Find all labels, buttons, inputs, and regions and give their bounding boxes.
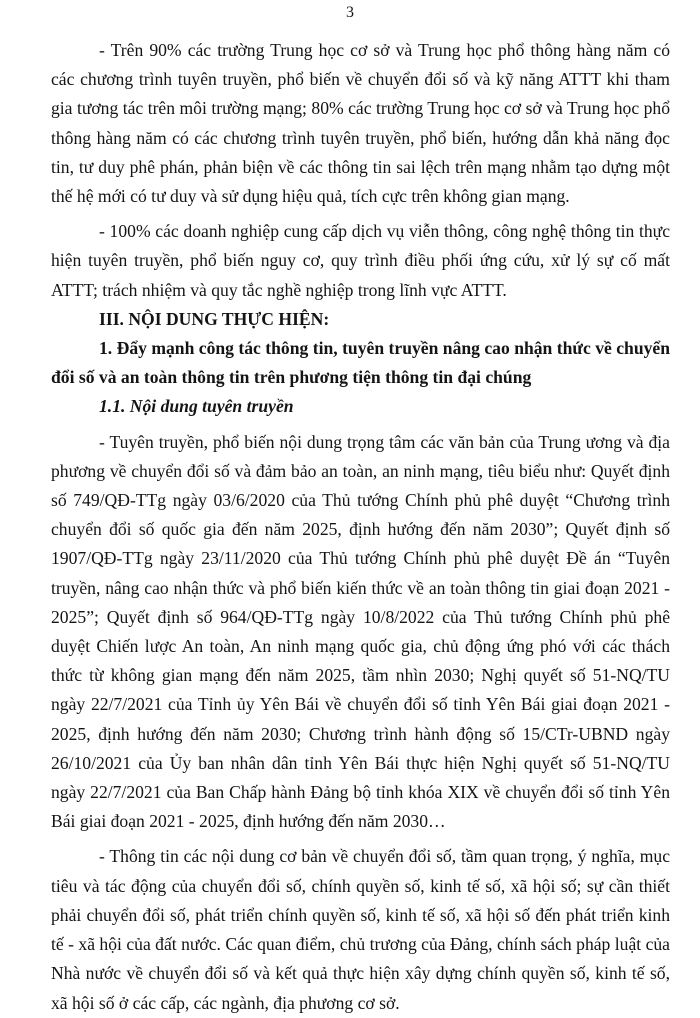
section-heading: III. NỘI DUNG THỰC HIỆN: xyxy=(99,308,330,329)
document-body xyxy=(51,36,670,1018)
page-number: 3 xyxy=(346,4,354,21)
goal-paragraph-enterprises: - 100% các doanh nghiệp cung cấp dịch vụ viễn thông, công nghệ thông tin thực hiện tuyên truyền, phổ biến nguy cơ, quy trình điều phối ứng cứu, xử lý sự cố mất ATTT; trách nhiệm và quy tắc nghề nghiệp trong lĩnh vực ATTT. xyxy=(51,221,670,300)
subsection-heading: 1. Đẩy mạnh công tác thông tin, tuyên truyền nâng cao nhận thức về chuyển đổi số và an toàn thông tin trên phương tiện thông tin đại chúng xyxy=(51,338,670,388)
sub-subsection-heading: 1.1. Nội dung tuyên truyền xyxy=(99,396,294,417)
content-paragraph-documents: - Tuyên truyền, phổ biến nội dung trọng tâm các văn bản của Trung ương và địa phương về chuyển đổi số và đảm bảo an toàn, an ninh mạng, tiêu biểu như: Quyết định số 749/QĐ-TTg ngày 03/6/2020 của Thủ tướng Chính phủ phê duyệt “Chương trình chuyển đổi số quốc gia đến năm 2025, định hướng đến năm 2030”; Quyết định số 1907/QĐ-TTg ngày 23/11/2020 của Thủ tướng Chính phủ phê duyệt Đề án “Tuyên truyền, nâng cao nhận thức và phổ biến kiến thức về an toàn thông tin giai đoạn 2021 - 2025”; Quyết định số 964/QĐ-TTg ngày 10/8/2022 của Thủ tướng Chính phủ phê duyệt Chiến lược An toàn, An ninh mạng quốc gia, chủ động ứng phó với các thách thức từ không gian mạng đến năm 2025, tầm nhìn 2030; Nghị quyết số 51-NQ/TU ngày 22/7/2021 của Tỉnh ủy Yên Bái về chuyển đổi số tỉnh Yên Bái giai đoạn 2021 - 2025, định hướng đến năm 2030; Chương trình hành động số 15/CTr-UBND ngày 26/10/2021 của Ủy ban nhân dân tỉnh Yên Bái thực hiện Nghị quyết số 51-NQ/TU ngày 22/7/2021 của Ban Chấp hành Đảng bộ tỉnh khóa XIX về chuyển đổi số tỉnh Yên Bái giai đoạn 2021 - 2025, định hướng đến năm 2030… xyxy=(51,431,670,832)
content-paragraph-information: - Thông tin các nội dung cơ bản về chuyển đổi số, tầm quan trọng, ý nghĩa, mục tiêu và tác động của chuyển đổi số, chính quyền số, kinh tế số, xã hội số; sự cần thiết phải chuyển đổi số, phát triển chính quyền số, kinh tế số, xã hội số đến phát triển kinh tế - xã hội của đất nước. Các quan điểm, chủ trương của Đảng, chính sách pháp luật của Nhà nước về chuyển đổi số và kết quả thực hiện xây dựng chính quyền số, kinh tế số, xã hội số ở các cấp, các ngành, địa phương cơ sở. xyxy=(51,846,670,1013)
goal-paragraph-schools: - Trên 90% các trường Trung học cơ sở và Trung học phổ thông hàng năm có các chương trình tuyên truyền, phổ biến về chuyển đổi số và kỹ năng ATTT khi tham gia tương tác trên môi trường mạng; 80% các trường Trung học cơ sở và Trung học phổ thông hàng năm có các chương trình tuyên truyền, phổ biến, hướng dẫn khả năng đọc tin, tư duy phê phán, phản biện về các thông tin sai lệch trên mạng nhằm tạo dựng một thế hệ mới có tư duy và sử dụng hiệu quả, tích cực trên không gian mạng. xyxy=(51,40,670,207)
